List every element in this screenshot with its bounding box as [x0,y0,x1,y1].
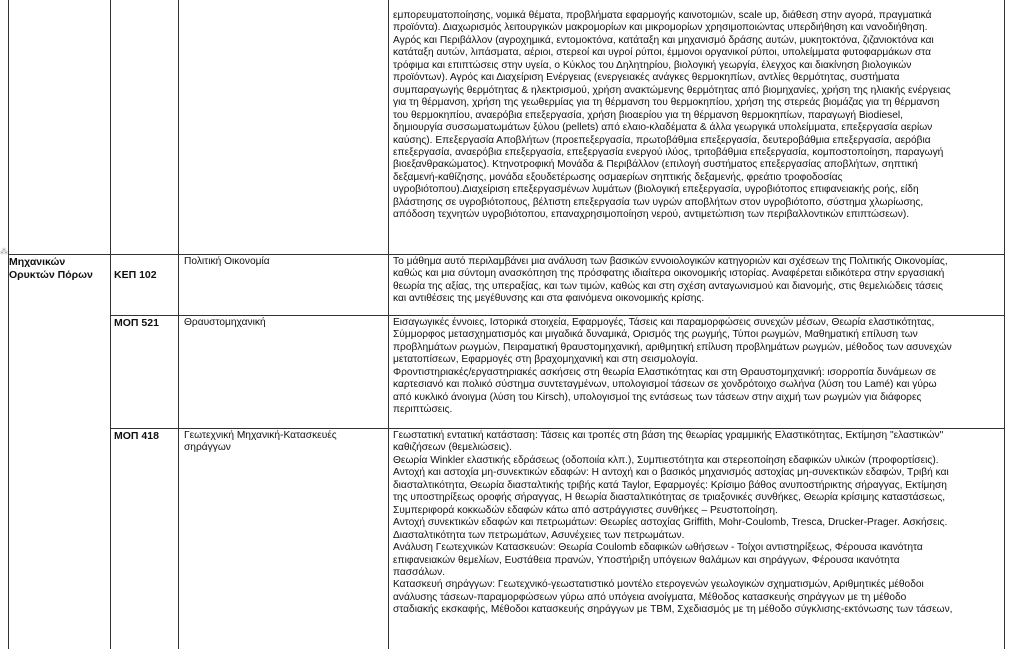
description-paragraph [393,579,1000,616]
course-title: Γεωτεχνική Μηχανική-Κατασκευές σηράγγων [184,430,337,453]
description-paragraph [393,455,1000,467]
text-line: κατάταξη αυτών, λιπάσματα, αέριοι, στερεοί και υγροί ρύποι, έμμονοι οργανικοί ρύποι, υπολείμματα φυτοφαρμάκων στα [393,47,932,59]
row-divider [110,315,1005,316]
row-divider [110,428,1005,429]
text-line: επεξεργασία, αναερόβια επεξεργασία, επεξεργασία ενεργού ιλύος, τριτοβάθμια επεξεργασία, κομποστοποίηση, παραγωγή [393,146,944,158]
text-line: Εισαγωγικές έννοιες, Ιστορικά στοιχεία, Εφαρμογές, Τάσεις και παραμορφώσεις συνεχών μέσων, Θεωρία ελαστικότητας, [393,317,935,328]
table-border-right [1004,0,1005,649]
course-description [389,256,1004,314]
text-line: προβλημάτων ρωγμών, Πειραματική θραυστομηχανική, αριθμητική επίλυση προβλημάτων ρωγμών, μέθοδος των ασυνεχών [393,341,952,353]
text-line: επιφανειακών θεμελίων, Ευστάθεια πρανών, Υποστήριξη υπόγειων θαλάμων και σηράγγων, Φέρουσα ικανότητα [393,554,900,566]
text-line: Συμπεριφορά κοκκωδών εδαφών κάτω από αστράγγιστες συνθήκες – Ρευστοποίηση. [393,504,778,516]
text-line: Ανάλυση Γεωτεχνικών Κατασκευών: Θεωρία Coulomb εδαφικών ωθήσεων - Τοίχοι αντιστηρίξεως, Φέρουσα ικανότητα [393,542,923,554]
text-line: και αντιθέσεις της μεγέθυνσης και στα φαινόμενα οικονομικής κρίσης. [393,293,705,305]
text-line: σταδιακής εκσκαφής, Μέθοδοι κατασκευής σηράγγων με TBM, Σχεδιασμός με τη μέθοδο σύγκλισης-εκτόνωσης των τάσεων, [393,604,953,616]
text-line: Γεωστατική εντατική κατάσταση: Τάσεις και τροπές στη βάση της θεωρίας γραμμικής Ελαστικότητας, Εκτίμηση "ελαστικών" [393,430,944,441]
text-line: Αγρός και Περιβάλλον (αγροχημικά, εντομοκτόνα, κατάταξη και μηχανισμό δράσης αυτών, μυκητοκτόνα, ζιζανιοκτόνα και [393,34,934,46]
description-paragraph [393,467,1000,517]
text-line: από κυκλικό άνοιγμα (λύση του Kirsch), υπολογισμοί της εντάσεως των τάσεων στην αιχμή των ρωγμών για διάφορες [393,391,922,403]
text-line: προϊόντων). Αγρός και Διαχείριση Ενέργειας (ενεργειακές ανάγκες θερμοκηπίων, αντλίες θερμότητας, συστήματα [393,72,900,84]
table-border-left [8,0,9,649]
column-divider [110,0,111,649]
course-title: Πολιτική Οικονομία [184,256,270,267]
text-line: Αντοχή και αστοχία μη-συνεκτικών εδαφών: Η αντοχή και ο βασικός μηχανισμός αστοχίας μη-συνεκτικών εδαφών, Τριβή και [393,467,949,479]
department-name: Μηχανικών Ορυκτών Πόρων [9,256,93,281]
text-line: πασσάλων. [393,566,446,578]
text-line: βλάστησης σε υγροβιότοπους, βέλτιστη επεξεργασία των υγρών αποβλήτων στον υγροβιότοπο, σύστημα χλωρίωσης, [393,196,924,208]
text-line: ανάλυσης τάσεων-παραμορφώσεων γύρω από υπόγεια ανοίγματα, Μέθοδος κατασκευής σηράγγων με τη μέθοδο [393,591,907,603]
text-line: μετατοπίσεων, Εφαρμογές στη βραχομηχανική και στη σεισμολογία. [393,354,699,366]
text-line: δεξαμενή-καθίζησης, μονάδα εξουδετέρωσης οσμαερίων σηπτικής δεξαμενής, φρεάτιο τροφοδοσίας [393,171,843,183]
description-paragraph [393,430,1000,455]
text-line: βιοεξανθρακώματος). Κτηνοτροφική Μονάδα & Περιβάλλον (επιλογή συστήματος επεξεργασίας αποβλήτων, σηπτική [393,159,918,171]
text-line: του θερμοκηπίου, αναερόβια επεξεργασία, χρήση βιοαερίου για τη θέρμανση θερμοκηπίων, παραγωγή Biodiesel, [393,109,903,121]
course-description [389,430,1004,649]
description-paragraph [393,256,1000,306]
course-title: Θραυστομηχανική [184,317,266,328]
text-line: καύσης). Επεξεργασία Αποβλήτων (προεπεξεργασία, πρωτοβάθμια επεξεργασία, δευτεροβάθμια επεξεργασία, αερόβια [393,134,931,146]
row-divider [8,254,1005,255]
description-paragraph [393,542,1000,579]
text-line: συμπαραγωγής θερμότητας & ηλεκτρισμού, χρήση ανακτώμενης θερμότητας από βιομηχανίες, χρήση της ηλιακής ενέργειας [393,84,951,96]
text-line: Φροντιστηριακές/εργαστηριακές ασκήσεις στη θεωρία Ελαστικότητας και στη Θραυστομηχανική: ισορροπία δυνάμεων σε [393,366,937,378]
text-line: Διασταλτικότητα των πετρωμάτων, Ασυνέχειες των πετρωμάτων. [393,529,685,541]
department-cell [9,256,109,282]
text-line: Το μάθημα αυτό περιλαμβάνει μια ανάλυση των βασικών εννοιολογικών κατηγοριών και σχέσεων της Πολιτικής Οικονομίας, [393,256,948,267]
course-code: ΜΟΠ 418 [114,430,159,442]
text-line: καρτεσιανό και πολικό σύστημα συντεταγμένων, υπολογισμοί τάσεων σε χονδρότοιχο σωλήνα (λύση του Lamé) και γύρω [393,379,937,391]
text-line: δημιουργία συσσωματωμάτων ξύλου (pellets) από ελαιο-κλαδέματα & άλλα γεωργικά υπολείμματα, επεξεργασία αερίων [393,122,933,134]
text-line: περιπτώσεις. [393,404,453,416]
description-paragraph [393,317,1000,367]
text-line: Θεωρία Winkler ελαστικής εδράσεως (οδοποιία κλπ.), Συμπιεστότητα και στερεοποίηση εδαφικών υλικών (προφορτίσεις). [393,454,939,466]
text-line: για τη θέρμανση, χρήση της γεωθερμίας για τη θέρμανση του θερμοκηπίου, χρήση της στερεάς βιομάζας για τη θέρμανση [393,97,940,109]
text-line: καθώς και μια σύντομη ανασκόπηση της πρόσφατης ιδιαίτερα οικονομικής ιστορίας. Αναφέρεται ειδικότερα στην εργασιακή [393,268,945,280]
text-line: προϊόντα). Διαχωρισμός λειτουργικών μακρομορίων και μικρομορίων χρησιμοποιώντας υπερδιήθηση και νανοδιήθηση. [393,22,928,34]
prev-row-description [389,10,1004,254]
text-line: Σύμμορφος μετασχηματισμός και μιγαδικά δυναμικά, Ορισμός της ρωγμής, Τύποι ρωγμών, Μαθηματική επίλυση των [393,329,918,341]
row-marker: ⁂ [0,247,8,256]
column-divider [178,0,179,649]
text-line: της υποστηρίξεως οροφής σήραγγας, Η θεωρία διασταλτικότητας σε τριαξονικές συνθήκες, Θεωρία κρίσιμης καταστάσεως, [393,492,946,504]
text-line: διασταλτικότητα, Θεωρία διασταλτικής τριβής κατά Taylor, Εφαρμογές: Κρίσιμο βάθος ανυποστήρικτης σήραγγας, Εκτίμηση [393,479,947,491]
text-line: καθιζήσεων (θεμελιώσεις). [393,442,513,454]
text-line: Κατασκευή σηράγγων: Γεωτεχνικό-γεωστατιστικό μοντέλο ετερογενών γεωλογικών σχηματισμών, Αριθμητικές μέθοδοι [393,579,924,591]
course-description [389,317,1004,427]
text-line: απόδοση τεχνητών υγροβιότοπου, επαναχρησιμοποίηση νερού, αντιμετώπιση των περιβαλλοντικών επιπτώσεων). [393,209,910,221]
course-code: ΜΟΠ 521 [114,317,159,329]
text-line: θεωρία της αξίας, της υπεραξίας, και των τιμών, καθώς και στη σχέση ανταγωνισμού και διανομής, στις θεμελιώδεις τάσεις [393,280,943,292]
text-line: εμπορευματοποίησης, νομικά θέματα, προβλήματα εφαρμογής καινοτομιών, scale up, διάθεση στην αγορά, πραγματικά [393,10,932,21]
course-code: ΚΕΠ 102 [114,269,157,281]
text-line: υγροβιότοπου).Διαχείριση επεξεργασμένων λυμάτων (βιολογική επεξεργασία, υγροβιότοπος επιφανειακής ροής, είδη [393,184,919,196]
description-paragraph [393,517,1000,542]
description-paragraph [393,367,1000,417]
prev-row-text [393,10,1000,222]
text-line: τρόφιμα και επιπτώσεις στην υγεία, ο Κύκλος του Δηλητηρίου, βιολογική γεωργία, έλεγχος και διακίνηση βιολογικών [393,59,912,71]
text-line: Αντοχή συνεκτικών εδαφών και πετρωμάτων: Θεωρίες αστοχίας Griffith, Mohr-Coulomb, Tresca, Drucker-Prager. Ασκήσεις. [393,517,948,529]
